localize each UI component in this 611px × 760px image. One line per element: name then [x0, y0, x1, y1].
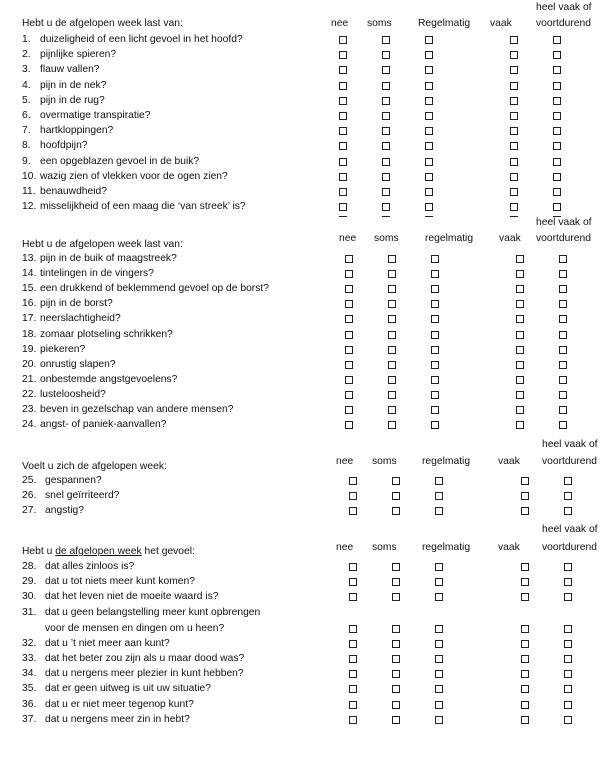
checkbox-vaak[interactable] — [510, 173, 518, 181]
question-text: een drukkend of beklemmend gevoel op de borst? — [40, 283, 269, 295]
checkbox-vaak[interactable] — [510, 127, 518, 135]
checkbox-nee[interactable] — [349, 716, 357, 724]
checkbox-vaak[interactable] — [521, 507, 529, 515]
question-number: 37. — [22, 713, 37, 725]
cut-off-checkbox-nee — [339, 216, 347, 217]
checkbox-heel-vaak-voortdurend[interactable] — [553, 158, 561, 166]
question-number: 12. — [22, 201, 37, 213]
question-text: pijn in de rug? — [40, 94, 105, 106]
checkbox-regelmatig[interactable] — [431, 421, 439, 429]
checkbox-heel-vaak-voortdurend[interactable] — [559, 346, 567, 354]
question-text: duizeligheid of een licht gevoel in het hoofd? — [40, 34, 243, 45]
question-text: pijn in de nek? — [40, 79, 107, 91]
checkbox-regelmatig[interactable] — [435, 670, 443, 678]
checkbox-regelmatig[interactable] — [435, 477, 443, 485]
checkbox-soms[interactable] — [382, 97, 390, 105]
col-header-vaak: vaak — [498, 456, 520, 467]
col-header-soms: soms — [372, 542, 397, 553]
question-text: angst- of paniek-aanvallen? — [40, 419, 167, 431]
question-number: 8. — [22, 140, 31, 152]
checkbox-vaak[interactable] — [516, 315, 524, 323]
checkbox-regelmatig[interactable] — [425, 97, 433, 105]
checkbox-nee[interactable] — [349, 701, 357, 709]
col-header-regelmatig: Regelmatig — [418, 18, 471, 29]
col-header-voortdurend: voortdurend — [542, 542, 597, 553]
col-header-soms: soms — [374, 233, 399, 244]
question-number: 6. — [22, 110, 31, 121]
checkbox-nee[interactable] — [345, 255, 353, 263]
col-header-voortdurend: voortdurend — [542, 456, 597, 467]
checkbox-regelmatig[interactable] — [431, 361, 439, 369]
col-header-heel-vaak: heel vaak of — [536, 2, 592, 13]
col-header-voortdurend: voortdurend — [536, 233, 591, 244]
question-number: 10. — [22, 170, 37, 182]
checkbox-heel-vaak-voortdurend[interactable] — [553, 36, 561, 44]
question-text: zomaar plotseling schrikken? — [40, 328, 173, 340]
checkbox-nee[interactable] — [349, 670, 357, 678]
checkbox-regelmatig[interactable] — [425, 127, 433, 135]
checkbox-regelmatig[interactable] — [425, 51, 433, 59]
checkbox-vaak[interactable] — [510, 66, 518, 74]
checkbox-soms[interactable] — [382, 82, 390, 90]
checkbox-vaak[interactable] — [510, 51, 518, 59]
question-text: dat u er niet meer tegenop kunt? — [45, 698, 194, 710]
checkbox-vaak[interactable] — [516, 285, 524, 293]
checkbox-regelmatig[interactable] — [425, 66, 433, 74]
checkbox-nee[interactable] — [339, 188, 347, 196]
checkbox-nee[interactable] — [349, 625, 357, 633]
question-number: 29. — [22, 576, 37, 588]
checkbox-vaak[interactable] — [510, 112, 518, 120]
checkbox-regelmatig[interactable] — [425, 82, 433, 90]
question-text: lusteloosheid? — [40, 388, 106, 400]
checkbox-nee[interactable] — [345, 270, 353, 278]
checkbox-heel-vaak-voortdurend[interactable] — [553, 142, 561, 150]
col-header-regelmatig: regelmatig — [422, 542, 471, 553]
question-text: piekeren? — [40, 343, 86, 355]
checkbox-nee[interactable] — [339, 112, 347, 120]
checkbox-vaak[interactable] — [516, 346, 524, 354]
checkbox-nee[interactable] — [339, 82, 347, 90]
question-number: 13. — [22, 253, 37, 264]
checkbox-vaak[interactable] — [510, 97, 518, 105]
col-header-nee: nee — [331, 18, 349, 29]
question-number: 35. — [22, 683, 37, 695]
col-header-soms: soms — [372, 456, 397, 467]
checkbox-regelmatig[interactable] — [435, 593, 443, 601]
col-header-nee: nee — [336, 542, 354, 553]
checkbox-soms[interactable] — [392, 670, 400, 678]
col-header-vaak: vaak — [498, 542, 520, 553]
checkbox-soms[interactable] — [382, 51, 390, 59]
question-text: een opgeblazen gevoel in de buik? — [40, 155, 200, 167]
checkbox-regelmatig[interactable] — [435, 655, 443, 663]
question-text: pijn in de buik of maagstreek? — [40, 253, 177, 264]
question-number: 24. — [22, 419, 37, 431]
checkbox-regelmatig[interactable] — [425, 112, 433, 120]
question-text: snel geïrriteerd? — [45, 490, 120, 501]
checkbox-heel-vaak-voortdurend[interactable] — [553, 51, 561, 59]
col-header-heel-vaak: heel vaak of — [542, 524, 598, 535]
section-intro: Voelt u zich de afgelopen week: — [22, 461, 167, 472]
checkbox-regelmatig[interactable] — [435, 578, 443, 586]
question-text: tintelingen in de vingers? — [40, 268, 154, 280]
checkbox-heel-vaak-voortdurend[interactable] — [553, 82, 561, 90]
question-text: onrustig slapen? — [40, 358, 116, 370]
checkbox-nee[interactable] — [345, 421, 353, 429]
checkbox-nee[interactable] — [349, 578, 357, 586]
checkbox-vaak[interactable] — [516, 255, 524, 263]
checkbox-soms[interactable] — [392, 563, 400, 571]
checkbox-heel-vaak-voortdurend[interactable] — [564, 701, 572, 709]
col-header-vaak: vaak — [490, 18, 512, 29]
checkbox-vaak[interactable] — [516, 300, 524, 308]
checkbox-nee[interactable] — [345, 406, 353, 414]
question-number: 31. — [22, 606, 37, 618]
question-number: 32. — [22, 637, 37, 649]
question-number: 34. — [22, 668, 37, 680]
col-header-heel-vaak: heel vaak of — [536, 217, 592, 228]
checkbox-soms[interactable] — [382, 173, 390, 181]
checkbox-heel-vaak-voortdurend[interactable] — [564, 685, 572, 693]
question-number: 36. — [22, 698, 37, 710]
checkbox-regelmatig[interactable] — [425, 158, 433, 166]
checkbox-soms[interactable] — [388, 376, 396, 384]
question-text: flauw vallen? — [40, 64, 100, 76]
cut-off-checkbox-regelmatig — [425, 216, 433, 217]
question-text: misselijkheid of een maag die ‘van streek’ is? — [40, 201, 246, 213]
col-header-nee: nee — [336, 456, 354, 467]
checkbox-vaak[interactable] — [510, 188, 518, 196]
checkbox-soms[interactable] — [382, 158, 390, 166]
checkbox-heel-vaak-voortdurend[interactable] — [559, 361, 567, 369]
checkbox-nee[interactable] — [349, 593, 357, 601]
checkbox-heel-vaak-voortdurend[interactable] — [564, 507, 572, 515]
checkbox-nee[interactable] — [349, 685, 357, 693]
checkbox-regelmatig[interactable] — [425, 142, 433, 150]
checkbox-soms[interactable] — [388, 421, 396, 429]
checkbox-regelmatig[interactable] — [431, 285, 439, 293]
checkbox-vaak[interactable] — [521, 593, 529, 601]
question-number: 15. — [22, 283, 37, 295]
checkbox-heel-vaak-voortdurend[interactable] — [559, 331, 567, 339]
question-number: 27. — [22, 505, 37, 516]
checkbox-vaak[interactable] — [516, 376, 524, 384]
question-text: wazig zien of vlekken voor de ogen zien? — [40, 170, 228, 182]
checkbox-regelmatig[interactable] — [425, 188, 433, 196]
question-number: 19. — [22, 343, 37, 355]
checkbox-nee[interactable] — [345, 391, 353, 399]
checkbox-nee[interactable] — [345, 361, 353, 369]
checkbox-soms[interactable] — [382, 112, 390, 120]
question-text: hartkloppingen? — [40, 125, 114, 137]
question-text-continuation: voor de mensen en dingen om u heen? — [45, 622, 225, 634]
checkbox-soms[interactable] — [388, 361, 396, 369]
checkbox-heel-vaak-voortdurend[interactable] — [559, 406, 567, 414]
checkbox-regelmatig[interactable] — [431, 391, 439, 399]
checkbox-soms[interactable] — [382, 142, 390, 150]
question-text: overmatige transpiratie? — [40, 110, 151, 121]
checkbox-nee[interactable] — [339, 127, 347, 135]
checkbox-soms[interactable] — [392, 507, 400, 515]
checkbox-regelmatig[interactable] — [431, 331, 439, 339]
checkbox-regelmatig[interactable] — [431, 346, 439, 354]
cut-off-checkbox-soms — [382, 216, 390, 217]
question-number: 17. — [22, 313, 37, 325]
checkbox-nee[interactable] — [349, 507, 357, 515]
checkbox-nee[interactable] — [339, 36, 347, 44]
checkbox-heel-vaak-voortdurend[interactable] — [564, 492, 572, 500]
checkbox-vaak[interactable] — [521, 578, 529, 586]
checkbox-nee[interactable] — [339, 142, 347, 150]
checkbox-soms[interactable] — [392, 578, 400, 586]
checkbox-vaak[interactable] — [521, 655, 529, 663]
checkbox-soms[interactable] — [392, 701, 400, 709]
checkbox-nee[interactable] — [349, 492, 357, 500]
checkbox-nee[interactable] — [349, 655, 357, 663]
checkbox-heel-vaak-voortdurend[interactable] — [553, 173, 561, 181]
question-text: dat u tot niets meer kunt komen? — [45, 576, 195, 588]
checkbox-nee[interactable] — [339, 51, 347, 59]
checkbox-soms[interactable] — [392, 477, 400, 485]
question-text: dat u nergens meer plezier in kunt hebben? — [45, 668, 244, 680]
question-number: 14. — [22, 268, 37, 280]
checkbox-heel-vaak-voortdurend[interactable] — [564, 640, 572, 648]
checkbox-heel-vaak-voortdurend[interactable] — [564, 655, 572, 663]
checkbox-vaak[interactable] — [516, 361, 524, 369]
question-text: dat er geen uitweg is uit uw situatie? — [45, 683, 211, 695]
checkbox-nee[interactable] — [339, 203, 347, 211]
checkbox-vaak[interactable] — [521, 701, 529, 709]
question-number: 25. — [22, 475, 37, 486]
checkbox-nee[interactable] — [349, 640, 357, 648]
question-text: neerslachtigheid? — [40, 313, 121, 325]
checkbox-vaak[interactable] — [521, 685, 529, 693]
question-number: 33. — [22, 653, 37, 664]
checkbox-vaak[interactable] — [521, 563, 529, 571]
question-text: dat het leven niet de moeite waard is? — [45, 591, 219, 603]
checkbox-regelmatig[interactable] — [431, 255, 439, 263]
checkbox-heel-vaak-voortdurend[interactable] — [564, 477, 572, 485]
checkbox-regelmatig[interactable] — [431, 270, 439, 278]
checkbox-nee[interactable] — [345, 331, 353, 339]
checkbox-regelmatig[interactable] — [431, 406, 439, 414]
checkbox-regelmatig[interactable] — [431, 376, 439, 384]
col-header-vaak: vaak — [499, 233, 521, 244]
col-header-soms: soms — [367, 18, 392, 29]
checkbox-soms[interactable] — [392, 655, 400, 663]
checkbox-vaak[interactable] — [510, 203, 518, 211]
checkbox-soms[interactable] — [388, 300, 396, 308]
checkbox-regelmatig[interactable] — [425, 203, 433, 211]
checkbox-nee[interactable] — [345, 376, 353, 384]
checkbox-regelmatig[interactable] — [435, 716, 443, 724]
checkbox-heel-vaak-voortdurend[interactable] — [559, 300, 567, 308]
question-number: 4. — [22, 79, 31, 91]
checkbox-soms[interactable] — [392, 716, 400, 724]
question-number: 26. — [22, 490, 37, 501]
col-header-heel-vaak: heel vaak of — [542, 439, 598, 450]
checkbox-nee[interactable] — [339, 66, 347, 74]
checkbox-soms[interactable] — [388, 315, 396, 323]
checkbox-regelmatig[interactable] — [431, 315, 439, 323]
intro-underlined: de afgelopen week — [55, 546, 142, 557]
checkbox-heel-vaak-voortdurend[interactable] — [564, 593, 572, 601]
question-text: onbestemde angstgevoelens? — [40, 373, 178, 385]
checkbox-nee[interactable] — [339, 97, 347, 105]
question-number: 30. — [22, 591, 37, 603]
checkbox-heel-vaak-voortdurend[interactable] — [559, 391, 567, 399]
checkbox-heel-vaak-voortdurend[interactable] — [564, 625, 572, 633]
checkbox-heel-vaak-voortdurend[interactable] — [559, 376, 567, 384]
question-number: 22. — [22, 388, 37, 400]
checkbox-vaak[interactable] — [516, 391, 524, 399]
checkbox-soms[interactable] — [392, 492, 400, 500]
question-number: 9. — [22, 155, 31, 167]
checkbox-vaak[interactable] — [510, 158, 518, 166]
checkbox-heel-vaak-voortdurend[interactable] — [564, 716, 572, 724]
checkbox-heel-vaak-voortdurend[interactable] — [553, 112, 561, 120]
question-number: 3. — [22, 64, 31, 76]
checkbox-regelmatig[interactable] — [435, 507, 443, 515]
checkbox-nee[interactable] — [339, 158, 347, 166]
checkbox-heel-vaak-voortdurend[interactable] — [553, 188, 561, 196]
section-intro: Hebt u de afgelopen week last van: — [22, 18, 183, 29]
checkbox-soms[interactable] — [388, 255, 396, 263]
checkbox-vaak[interactable] — [521, 625, 529, 633]
question-number: 1. — [22, 34, 31, 45]
col-header-regelmatig: regelmatig — [425, 233, 474, 244]
section-intro: Hebt u de afgelopen week het gevoel: — [22, 546, 195, 557]
checkbox-regelmatig[interactable] — [431, 300, 439, 308]
checkbox-vaak[interactable] — [521, 492, 529, 500]
checkbox-regelmatig[interactable] — [435, 492, 443, 500]
checkbox-soms[interactable] — [388, 331, 396, 339]
question-number: 2. — [22, 49, 31, 61]
checkbox-regelmatig[interactable] — [425, 36, 433, 44]
question-text: angstig? — [45, 505, 84, 516]
checkbox-vaak[interactable] — [521, 670, 529, 678]
question-number: 16. — [22, 298, 37, 310]
checkbox-nee[interactable] — [349, 477, 357, 485]
checkbox-soms[interactable] — [382, 188, 390, 196]
checkbox-nee[interactable] — [345, 315, 353, 323]
checkbox-heel-vaak-voortdurend[interactable] — [559, 255, 567, 263]
col-header-nee: nee — [339, 233, 357, 244]
checkbox-nee[interactable] — [339, 173, 347, 181]
checkbox-soms[interactable] — [382, 36, 390, 44]
checkbox-heel-vaak-voortdurend[interactable] — [564, 563, 572, 571]
checkbox-vaak[interactable] — [521, 477, 529, 485]
question-text: dat alles zinloos is? — [45, 561, 135, 572]
checkbox-vaak[interactable] — [521, 716, 529, 724]
question-text: pijn in de borst? — [40, 298, 113, 310]
checkbox-regelmatig[interactable] — [435, 563, 443, 571]
question-text: beven in gezelschap van andere mensen? — [40, 404, 234, 415]
question-number: 7. — [22, 125, 31, 137]
checkbox-vaak[interactable] — [516, 421, 524, 429]
question-text: dat het beter zou zijn als u maar dood was? — [45, 653, 245, 664]
question-number: 21. — [22, 373, 37, 385]
checkbox-nee[interactable] — [345, 300, 353, 308]
question-number: 28. — [22, 561, 37, 572]
checkbox-heel-vaak-voortdurend[interactable] — [564, 670, 572, 678]
checkbox-soms[interactable] — [392, 625, 400, 633]
checkbox-heel-vaak-voortdurend[interactable] — [564, 578, 572, 586]
checkbox-vaak[interactable] — [510, 142, 518, 150]
checkbox-heel-vaak-voortdurend[interactable] — [553, 203, 561, 211]
checkbox-regelmatig[interactable] — [425, 173, 433, 181]
section-intro: Hebt u de afgelopen week last van: — [22, 239, 183, 250]
question-number: 23. — [22, 404, 37, 415]
question-text: dat u geen belangstelling meer kunt opbrengen — [45, 606, 261, 618]
checkbox-soms[interactable] — [388, 346, 396, 354]
question-text: dat u ’t niet meer aan kunt? — [45, 637, 170, 649]
checkbox-heel-vaak-voortdurend[interactable] — [559, 270, 567, 278]
question-number: 18. — [22, 328, 37, 340]
question-text: pijnlijke spieren? — [40, 49, 117, 61]
checkbox-vaak[interactable] — [510, 82, 518, 90]
question-number: 20. — [22, 358, 37, 370]
col-header-voortdurend: voortdurend — [536, 18, 591, 29]
question-text: dat u nergens meer zin in hebt? — [45, 713, 190, 725]
checkbox-soms[interactable] — [388, 406, 396, 414]
checkbox-regelmatig[interactable] — [435, 701, 443, 709]
checkbox-heel-vaak-voortdurend[interactable] — [559, 315, 567, 323]
question-text: gespannen? — [45, 475, 102, 486]
checkbox-regelmatig[interactable] — [435, 640, 443, 648]
col-header-regelmatig: regelmatig — [422, 456, 471, 467]
checkbox-heel-vaak-voortdurend[interactable] — [553, 66, 561, 74]
checkbox-heel-vaak-voortdurend[interactable] — [559, 421, 567, 429]
checkbox-soms[interactable] — [382, 66, 390, 74]
checkbox-nee[interactable] — [345, 346, 353, 354]
question-text: hoofdpijn? — [40, 140, 88, 152]
checkbox-heel-vaak-voortdurend[interactable] — [559, 285, 567, 293]
question-text: benauwdheid? — [40, 186, 107, 197]
checkbox-soms[interactable] — [388, 270, 396, 278]
checkbox-vaak[interactable] — [521, 640, 529, 648]
checkbox-soms[interactable] — [392, 640, 400, 648]
checkbox-regelmatig[interactable] — [435, 685, 443, 693]
checkbox-soms[interactable] — [392, 593, 400, 601]
checkbox-vaak[interactable] — [516, 331, 524, 339]
checkbox-nee[interactable] — [349, 563, 357, 571]
question-number: 11. — [22, 186, 36, 197]
cut-off-checkbox-vaak — [510, 216, 518, 217]
checkbox-soms[interactable] — [388, 391, 396, 399]
question-number: 5. — [22, 94, 31, 106]
checkbox-soms[interactable] — [392, 685, 400, 693]
checkbox-soms[interactable] — [388, 285, 396, 293]
checkbox-soms[interactable] — [382, 203, 390, 211]
checkbox-heel-vaak-voortdurend[interactable] — [553, 127, 561, 135]
checkbox-vaak[interactable] — [516, 270, 524, 278]
checkbox-nee[interactable] — [345, 285, 353, 293]
checkbox-vaak[interactable] — [510, 36, 518, 44]
checkbox-soms[interactable] — [382, 127, 390, 135]
checkbox-heel-vaak-voortdurend[interactable] — [553, 97, 561, 105]
checkbox-vaak[interactable] — [516, 406, 524, 414]
checkbox-regelmatig[interactable] — [435, 625, 443, 633]
